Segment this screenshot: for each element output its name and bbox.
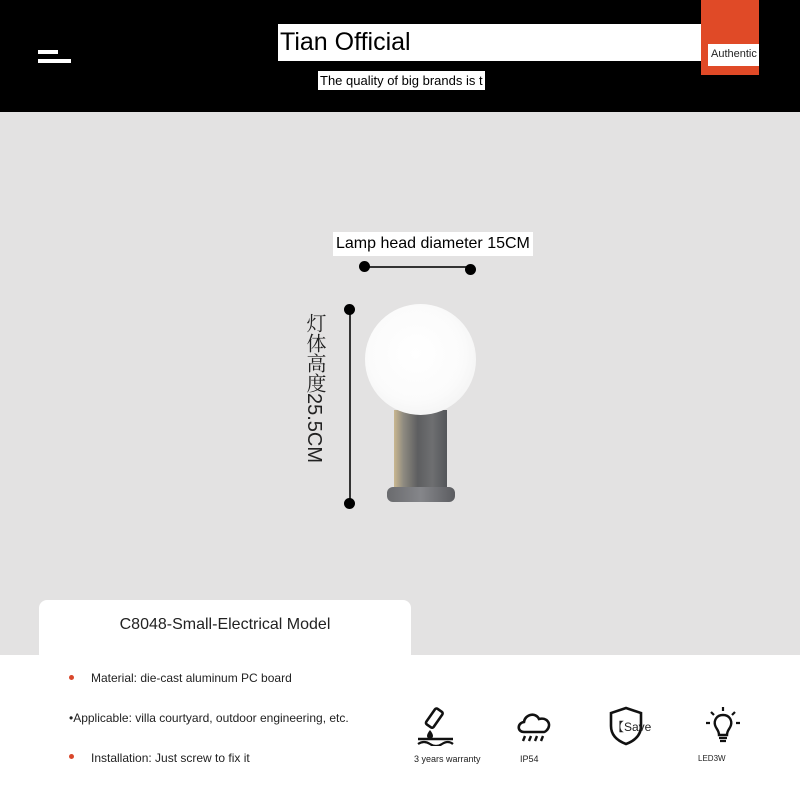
- authentic-badge: [701, 0, 759, 75]
- model-name: C8048-Small-Electrical Model: [119, 616, 331, 633]
- feature-ip-label: IP54: [520, 754, 539, 764]
- lamp-post: [394, 410, 447, 494]
- height-line: [349, 310, 351, 504]
- diameter-dot-right: [465, 264, 476, 275]
- height-dot-top: [344, 304, 355, 315]
- height-dot-bottom: [344, 498, 355, 509]
- save-text: 【Save: [612, 720, 652, 734]
- spec-applicable: •Applicable: villa courtyard, outdoor engineering, etc.: [69, 711, 349, 725]
- lightbulb-icon: [703, 706, 743, 746]
- model-card: [39, 600, 411, 662]
- top-banner: [0, 0, 800, 112]
- feature-led-label: LED3W: [698, 754, 726, 763]
- lamp-globe: [365, 304, 476, 415]
- page-title: Tian Official: [278, 24, 748, 61]
- spec-material: Material: die-cast aluminum PC board: [91, 671, 292, 685]
- spec-bullet: [69, 675, 74, 680]
- menu-icon[interactable]: [38, 48, 72, 66]
- spec-installation: Installation: Just screw to fix it: [91, 751, 250, 765]
- spec-bullet: [69, 754, 74, 759]
- diameter-dot-left: [359, 261, 370, 272]
- feature-warranty-label: 3 years warranty: [414, 754, 481, 764]
- water-pour-icon: [415, 706, 455, 746]
- page-subtitle: The quality of big brands is t: [320, 73, 483, 88]
- diameter-line: [365, 266, 470, 268]
- badge-text: Authentic: [711, 48, 757, 60]
- rain-cloud-icon: [514, 708, 554, 748]
- lamp-height-label: 灯体高度25.5CM: [303, 313, 325, 464]
- lamp-base: [387, 487, 455, 502]
- lamp-head-diameter-label: Lamp head diameter 15CM: [333, 232, 533, 256]
